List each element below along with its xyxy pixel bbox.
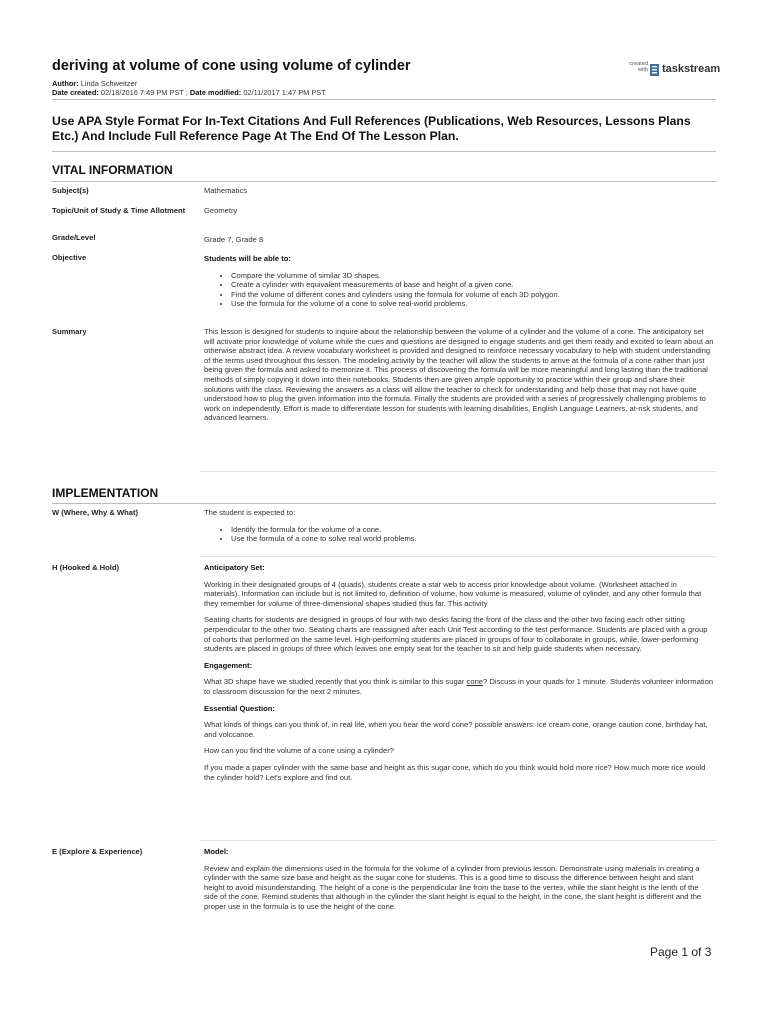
date-created: 02/18/2016 7:49 PM PST ;: [100, 88, 188, 97]
model-paragraph: Review and explain the dimensions used in the formula for the volume of a cylinder from previous lesson. Demonstrate using materials in creating a cylinder with the same size base and height as the sugar cone for students. This is a good time to discuss the difference between height and slant height to avoid misunderstanding. The height of a cone is the perpendicular line from the base to the vertex, while the slant height is the lenth of the side of the cone. Remind students that although in the cylinder the slant height is equal to the height, in the cone, the slant height is different and the proper use in the formula is to use the height of the cone.: [204, 863, 702, 911]
objective-list: [204, 271, 714, 309]
document-title: deriving at volume of cone using volume of cylinder: [52, 58, 411, 74]
section-heading-vital: VITAL INFORMATION: [52, 163, 173, 177]
anticipatory-paragraph: Working in their designated groups of 4 (quads), students create a star web to access prior knowledge about volume. (Worksheet attached in materials). Information can include but is not limited to, definition of volume, how volume is measured, volume of cylinder, and any other formula that they remember for volume of three-dimensional shapes studied thus far. This activity: [204, 579, 702, 608]
date-created-label: Date created:: [52, 88, 99, 97]
grade-value: Grade 7, Grade 8: [204, 235, 264, 244]
logo-created-with: [622, 61, 648, 73]
cone-link[interactable]: cone: [466, 677, 484, 687]
summary-divider: [200, 471, 716, 472]
objective-label: Objective: [52, 253, 87, 262]
essential-paragraph: If you made a paper cylinder with the same base and height as this sugar cone, which do you think would hold more rice? How much more rice would the cylinder hold? Let's explore and find out.: [204, 762, 706, 782]
objective-value: [204, 254, 714, 309]
e-value: [204, 847, 714, 919]
page-number: Page 1 of 3: [650, 945, 712, 959]
w-divider: [200, 556, 716, 557]
taskstream-logo-icon: [650, 64, 659, 76]
h-label: H (Hooked & Hold): [52, 563, 120, 572]
engagement-text-end: ? Discuss in your quads for 1 minute. Students volunteer information to classroom discussion for the next 2 minutes.: [204, 677, 714, 696]
author-name: Linda Schweitzer: [80, 79, 138, 88]
w-label: W (Where, Why & What): [52, 508, 139, 517]
apa-notice: Use APA Style Format For In-Text Citations And Full References (Publications, Web Resources, Lessons Plans Etc.) And Include Full Reference Page At The End Of The Lesson Plan.: [52, 114, 691, 143]
date-modified-label: Date modified:: [189, 88, 242, 97]
essential-question-heading: Essential Question:: [204, 703, 275, 713]
objective-item: • Find the volume of different cones and cylinders using the formula for volume of each 3D polygon.: [231, 290, 714, 300]
logo-brand-text: taskstream: [662, 63, 721, 75]
objective-intro: Students will be able to:: [204, 254, 291, 263]
date-modified: 02/11/2017 1:47 PM PST: [243, 88, 326, 97]
document-meta: [52, 79, 326, 97]
w-intro: The student is expected to:: [204, 508, 296, 517]
author-line: [52, 79, 326, 88]
essential-paragraph: How can you find the volume of a cone using a cylinder?: [204, 746, 394, 756]
engagement-paragraph: [204, 677, 714, 696]
w-list: [204, 525, 714, 544]
h-value: [204, 563, 714, 789]
w-item: • Identify the formula for the volume of a cone.: [231, 525, 714, 535]
engagement-heading: Engagement:: [204, 660, 253, 670]
section-heading-implementation: IMPLEMENTATION: [52, 486, 159, 500]
w-value: [204, 508, 714, 544]
logo-created-text: created: [629, 61, 648, 67]
implementation-divider: [52, 503, 716, 504]
topic-value: Geometry: [204, 206, 238, 215]
subject-value: Mathematics: [204, 186, 248, 195]
objective-item: • Compare the volumme of similar 3D shapes.: [231, 271, 714, 281]
essential-paragraph: What kinds of things can you think of, in real life, when you hear the word cone? possible answers: ice cream cone, orange caution cone, birthday hat, and volccanoe.: [204, 720, 708, 739]
summary-value: This lesson is designed for students to inquire about the relationship between the volume of a cylinder and the volume of a cone. The anticipatory set will activate prior knowledge of volume while the cues and questions are designed to engage students and get them ready and excited to learn about an otherwise abstract idea. A review vocabulary worksheet is provided and designed to reinforce necessary vocabulary to help with student understanding of the terms used throughout this lesson. The modeling activity by the teacher will allow the students to arrive at the formula of a cone rather than just being given the formula and asked to memorize it. This process of discovering the formula will be more meaningful and long lasting than the traditional methods of simply copying it down into their notebooks. Students then are given ample opportunity to practice within their group and share their solutions with the class. Reviewing the answers as a class will allow the teacher to check for understanding and help those that may not have quite understood how to plug the given information into the formula. Finally the students are provided with a series of progressively challenging problems to work on independently. Effort is made to differentiate lesson for students with learning disabilities, English Language Learners, at-risk students, and advanced learners.: [204, 327, 714, 423]
topic-label: Topic/Unit of Study & Time Allotment: [52, 206, 186, 215]
dates-line: [52, 88, 326, 97]
header-divider: [52, 99, 716, 100]
anticipatory-heading: Anticipatory Set:: [204, 563, 265, 572]
apa-divider: [52, 151, 716, 152]
w-item: • Use the formula of a cone to solve real world problems.: [231, 534, 714, 544]
e-label: E (Explore & Experience): [52, 847, 143, 856]
subject-label: Subject(s): [52, 186, 89, 195]
engagement-text: What 3D shape have we studied recently that you think is similar to this sugar: [204, 677, 467, 687]
objective-item: • Use the formula for the volume of a cone to solve real-world problems.: [231, 299, 714, 309]
objective-item: • Create a cylinder with equivalent measurements of base and height of a given cone.: [231, 280, 714, 290]
seating-paragraph: Seating charts for students are designed in groups of four with two desks facing the front of the class and the other two facing each other sitting perpendicular to the other two. Seating charts are reassigned after each Unit Test according to the test performance. Students are placed with a group of cohorts that performed on the same level. High-performing students are placed in groups of four to collaborate in groups, while, lower-performing students are placed in groups of three which leaves one empty seat for the teacher to sit and help guide students when necessary.: [204, 615, 708, 654]
logo-with-text: with: [638, 67, 648, 73]
vital-divider: [52, 181, 716, 182]
taskstream-logo: [622, 60, 722, 80]
model-heading: Model:: [204, 847, 229, 856]
author-label: Author:: [52, 79, 79, 88]
summary-label: Summary: [52, 327, 87, 336]
grade-label: Grade/Level: [52, 233, 96, 242]
h-divider: [200, 840, 716, 841]
